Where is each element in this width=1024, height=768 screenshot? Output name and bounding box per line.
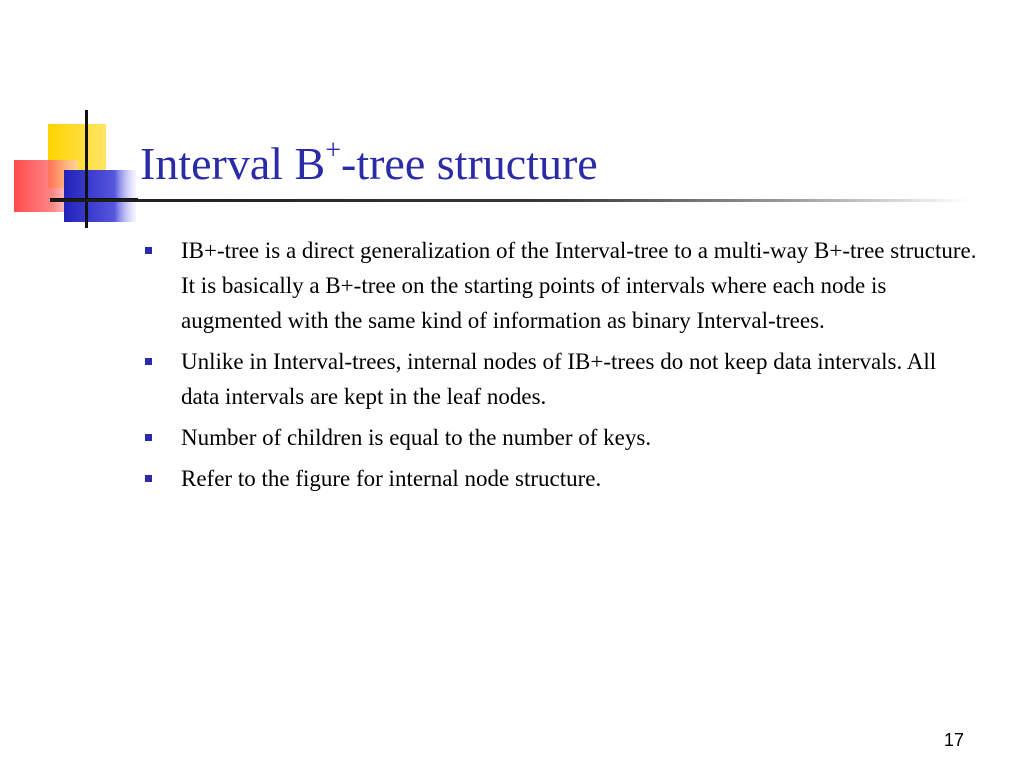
slide-number: 17 [943,730,964,750]
title-superscript: + [325,134,342,166]
title-underline [50,199,970,202]
bullet-text: Number of children is equal to the number of keys. [181,425,652,450]
bullet-text: IB+-tree is a direct generalization of the Interval-tree to a multi-way B+-tree structure. It is basically a B+-tree on the starting points of intervals where each node is augmented with the same kind of information as binary Interval-trees. [181,238,977,333]
bullet-text: Refer to the figure for internal node structure. [181,466,602,491]
title-main: Interval B [140,138,326,189]
decorative-squares-logo-icon [0,0,140,240]
square-bullet-icon [145,475,152,482]
bullet-item [140,461,980,496]
square-bullet-icon [145,247,152,254]
square-bullet-icon [145,434,152,441]
bullet-item [140,344,980,414]
square-bullet-icon [145,358,152,365]
bullet-text: Unlike in Interval-trees, internal nodes of IB+-trees do not keep data intervals. All data intervals are kept in the leaf nodes. [181,349,937,409]
bullet-list [140,233,980,502]
slide-title [140,136,598,192]
bullet-item [140,420,980,455]
bullet-item [140,233,980,338]
title-rest: -tree structure [341,138,598,189]
